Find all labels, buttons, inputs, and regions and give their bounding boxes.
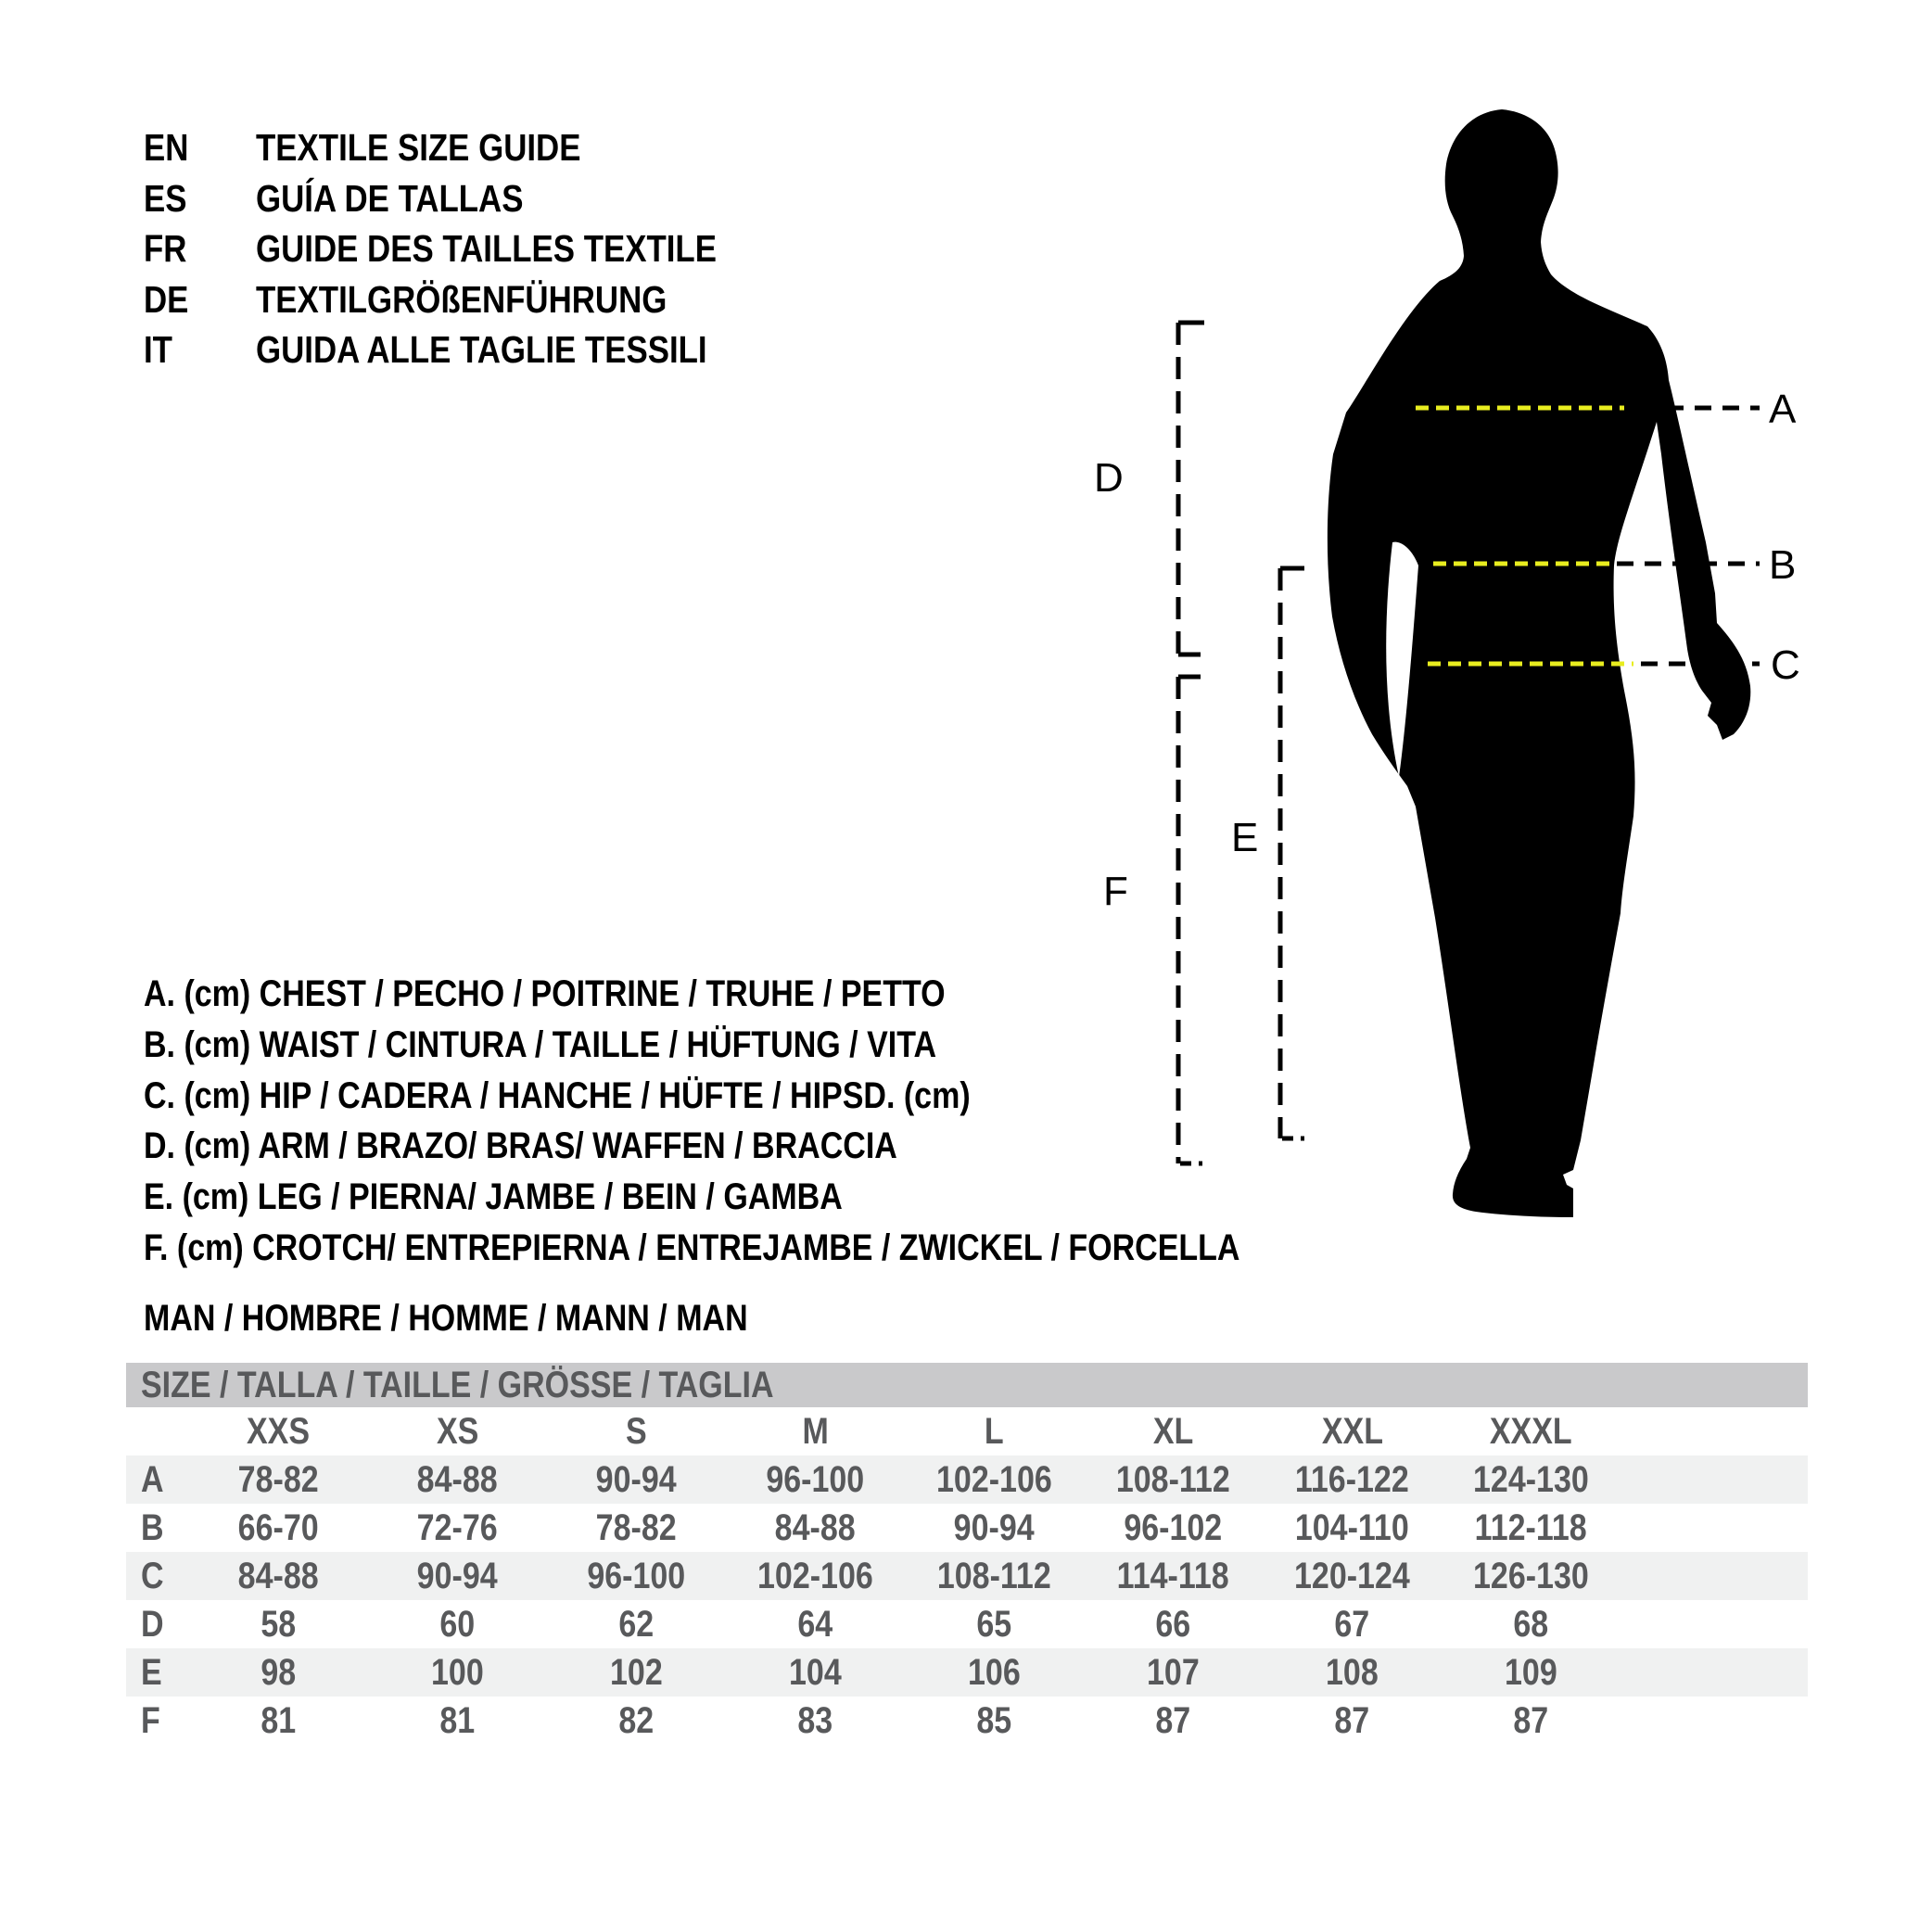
- size-cell: 96-102: [1124, 1506, 1223, 1548]
- size-cell: 58: [261, 1603, 297, 1645]
- row-label: C: [141, 1555, 164, 1596]
- lang-code-it: IT: [144, 328, 172, 371]
- guide-title-en: TEXTILE SIZE GUIDE: [256, 126, 581, 169]
- size-cell: 104: [789, 1651, 842, 1693]
- table-row: [126, 1552, 1808, 1600]
- lang-code-en: EN: [144, 126, 189, 169]
- arm-marker-label: D: [1094, 455, 1124, 501]
- size-cell: 87: [1334, 1699, 1370, 1741]
- size-cell: 116-122: [1295, 1458, 1409, 1500]
- leg-marker-label: E: [1231, 815, 1259, 860]
- lang-code-fr: FR: [144, 227, 187, 270]
- table-size-header-row: [126, 1407, 1808, 1455]
- table-row: [126, 1455, 1808, 1504]
- size-cell: 126-130: [1473, 1555, 1589, 1596]
- legend-line-chest: A. (cm) CHEST / PECHO / POITRINE / TRUHE / PETTO: [144, 973, 946, 1014]
- lang-row-en: [144, 122, 798, 173]
- guide-title-de: TEXTILGRÖßENFÜHRUNG: [256, 277, 667, 321]
- size-header: XXS: [247, 1410, 311, 1452]
- measurement-legend: [144, 969, 1433, 1274]
- size-cell: 78-82: [238, 1458, 319, 1500]
- guide-title-fr: GUIDE DES TAILLES TEXTILE: [256, 227, 717, 270]
- size-cell: 98: [261, 1651, 297, 1693]
- size-cell: 62: [618, 1603, 655, 1645]
- size-header: L: [985, 1410, 1004, 1452]
- size-cell: 108-112: [937, 1555, 1051, 1596]
- size-cell: 67: [1334, 1603, 1370, 1645]
- table-row: [126, 1648, 1808, 1697]
- lang-row-fr: [144, 223, 798, 274]
- size-cell: 108-112: [1116, 1458, 1230, 1500]
- size-cell: 84-88: [238, 1555, 319, 1596]
- size-cell: 85: [976, 1699, 1012, 1741]
- lang-row-it: [144, 324, 798, 375]
- category-line: MAN / HOMBRE / HOMME / MANN / MAN: [144, 1298, 748, 1339]
- legend-line-crotch: F. (cm) CROTCH/ ENTREPIERNA / ENTREJAMBE / ZWICKEL / FORCELLA: [144, 1227, 1240, 1268]
- waist-marker-label: B: [1769, 542, 1797, 588]
- table-title-bar: [126, 1363, 1808, 1407]
- size-header: M: [802, 1410, 829, 1452]
- language-headings: [144, 122, 798, 375]
- size-cell: 107: [1147, 1651, 1200, 1693]
- size-cell: 66-70: [238, 1506, 319, 1548]
- size-cell: 68: [1513, 1603, 1549, 1645]
- size-cell: 108: [1326, 1651, 1379, 1693]
- size-cell: 87: [1155, 1699, 1191, 1741]
- size-cell: 87: [1513, 1699, 1549, 1741]
- size-header: XL: [1152, 1410, 1194, 1452]
- size-cell: 65: [976, 1603, 1012, 1645]
- legend-line-leg: E. (cm) LEG / PIERNA/ JAMBE / BEIN / GAMBA: [144, 1176, 843, 1218]
- size-header: XXXL: [1490, 1410, 1572, 1452]
- lang-code-es: ES: [144, 176, 187, 220]
- size-cell: 84-88: [417, 1458, 498, 1500]
- size-cell: 96-100: [766, 1458, 865, 1500]
- size-cell: 96-100: [587, 1555, 686, 1596]
- table-title: SIZE / TALLA / TAILLE / GRÖSSE / TAGLIA: [141, 1364, 774, 1405]
- table-row: [126, 1504, 1808, 1552]
- guide-title-it: GUIDA ALLE TAGLIE TESSILI: [256, 328, 707, 371]
- size-cell: 102-106: [757, 1555, 873, 1596]
- row-label: A: [141, 1458, 164, 1500]
- lang-row-de: [144, 274, 798, 325]
- size-header: S: [626, 1410, 647, 1452]
- armpit-gap: [1386, 542, 1418, 777]
- crotch-marker-label: F: [1103, 869, 1128, 914]
- size-cell: 124-130: [1473, 1458, 1589, 1500]
- size-cell: 84-88: [775, 1506, 856, 1548]
- size-cell: 102: [610, 1651, 663, 1693]
- table-row: [126, 1600, 1808, 1648]
- size-cell: 114-118: [1116, 1555, 1230, 1596]
- size-cell: 81: [439, 1699, 476, 1741]
- legend-line-waist: B. (cm) WAIST / CINTURA / TAILLE / HÜFTUNG / VITA: [144, 1023, 937, 1065]
- row-label: D: [141, 1603, 164, 1645]
- legend-line-arm: D. (cm) ARM / BRAZO/ BRAS/ WAFFEN / BRACCIA: [144, 1125, 897, 1167]
- size-cell: 60: [439, 1603, 476, 1645]
- size-cell: 109: [1505, 1651, 1557, 1693]
- size-cell: 81: [261, 1699, 297, 1741]
- size-cell: 82: [618, 1699, 655, 1741]
- legend-line-hip: C. (cm) HIP / CADERA / HANCHE / HÜFTE / HIPSD. (cm): [144, 1074, 971, 1116]
- size-cell: 120-124: [1294, 1555, 1410, 1596]
- size-cell: 83: [797, 1699, 833, 1741]
- row-label: F: [141, 1699, 160, 1741]
- size-cell: 100: [431, 1651, 484, 1693]
- size-cell: 106: [968, 1651, 1021, 1693]
- size-cell: 66: [1155, 1603, 1191, 1645]
- size-cell: 64: [797, 1603, 833, 1645]
- row-label: E: [141, 1651, 162, 1693]
- size-cell: 112-118: [1474, 1506, 1588, 1548]
- chest-marker-label: A: [1769, 387, 1797, 432]
- size-cell: 90-94: [417, 1555, 498, 1596]
- size-cell: 90-94: [954, 1506, 1035, 1548]
- lang-code-de: DE: [144, 277, 189, 321]
- lang-row-es: [144, 173, 798, 224]
- size-cell: 102-106: [936, 1458, 1052, 1500]
- size-header: XS: [436, 1410, 479, 1452]
- size-table: [126, 1363, 1808, 1745]
- size-cell: 104-110: [1295, 1506, 1409, 1548]
- hip-marker-label: C: [1771, 642, 1800, 688]
- size-cell: 78-82: [596, 1506, 677, 1548]
- guide-title-es: GUÍA DE TALLAS: [256, 176, 524, 220]
- size-header: XXL: [1321, 1410, 1383, 1452]
- table-row: [126, 1697, 1808, 1745]
- size-cell: 72-76: [417, 1506, 498, 1548]
- row-label: B: [141, 1506, 164, 1548]
- size-cell: 90-94: [596, 1458, 677, 1500]
